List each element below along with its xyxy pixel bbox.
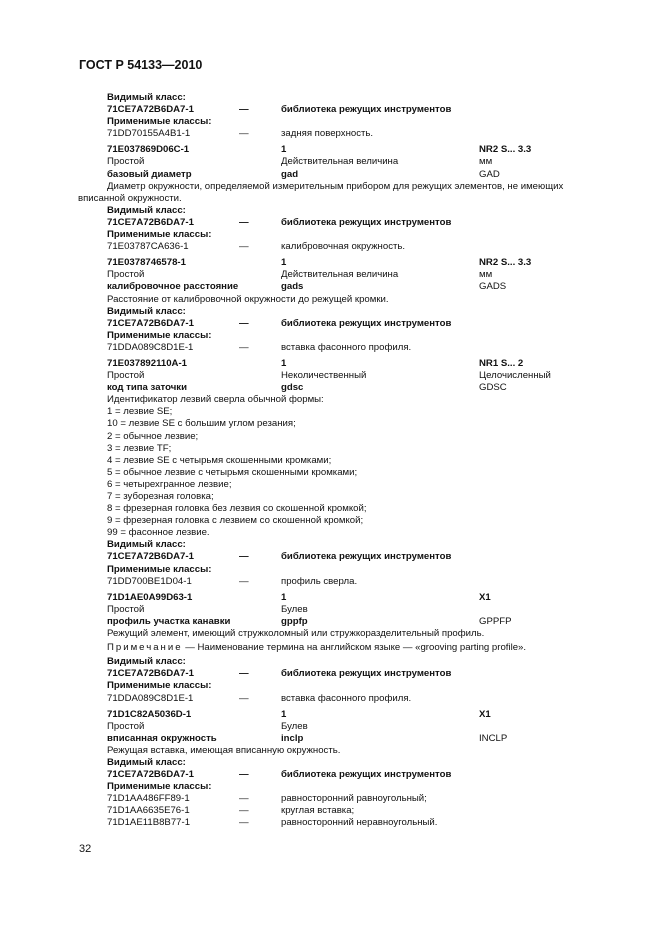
entry-format: X1 [479, 708, 491, 720]
class-code: 71DD700BE1D04-1 [107, 575, 192, 587]
visible-class-label: Видимый класс: [107, 539, 186, 551]
dash: — [239, 216, 249, 228]
note-label: Примечание [107, 642, 183, 654]
dash: — [239, 128, 249, 140]
entry-definition: Режущая вставка, имеющая вписанную окружность. [107, 744, 341, 756]
dash: — [239, 551, 249, 563]
entry-symbol: gad [281, 168, 299, 180]
class-name: вставка фасонного профиля. [281, 692, 412, 704]
entry-version: 1 [281, 257, 287, 269]
entry-format: X1 [479, 591, 491, 603]
entry-symbol: gdsc [281, 382, 304, 394]
entry-type: Простой [107, 269, 145, 281]
dash: — [239, 341, 249, 353]
entry-id: 71D1C82A5036D-1 [107, 708, 192, 720]
entry-term: код типа заточки [107, 382, 187, 394]
entry-value-type: Действительная величина [281, 269, 399, 281]
list-item: 1 = лезвие SE; [107, 406, 173, 418]
class-name: библиотека режущих инструментов [281, 769, 452, 781]
entry-format: NR1 S... 2 [479, 357, 524, 369]
class-name: калибровочная окружность. [281, 241, 406, 253]
class-name: библиотека режущих инструментов [281, 668, 452, 680]
class-code: 71D1AE11B8B77-1 [107, 817, 191, 829]
class-code: 71E03787CA636-1 [107, 241, 189, 253]
applicable-classes-label: Применимые классы: [107, 781, 212, 793]
class-code: 71CE7A72B6DA7-1 [107, 551, 194, 563]
entry-value-type: Действительная величина [281, 156, 399, 168]
dash: — [239, 805, 249, 817]
dash: — [239, 692, 249, 704]
entry-type: Простой [107, 603, 145, 615]
visible-class-label: Видимый класс: [107, 204, 186, 216]
entry-version: 1 [281, 357, 287, 369]
dash: — [239, 793, 249, 805]
entry-definition: Расстояние от калибровочной окружности до режущей кромки. [107, 293, 389, 305]
entry-symbol: gppfp [281, 615, 308, 627]
entry-version: 1 [281, 591, 287, 603]
class-name: библиотека режущих инструментов [281, 216, 452, 228]
dash: — [239, 668, 249, 680]
entry-id: 71E037892110A-1 [107, 357, 188, 369]
entry-definition: Режущий элемент, имеющий стружколомный или стружкоразделительный профиль. [107, 628, 485, 640]
dash: — [239, 104, 249, 116]
entry-code: GAD [479, 168, 500, 180]
class-code: 71DDA089C8D1E-1 [107, 341, 194, 353]
applicable-classes-label: Применимые классы: [107, 329, 212, 341]
applicable-classes-label: Применимые классы: [107, 229, 212, 241]
class-name: профиль сверла. [281, 575, 358, 587]
visible-class-label: Видимый класс: [107, 92, 186, 103]
entry-term: базовый диаметр [107, 168, 192, 180]
entry-id: 71D1AE0A99D63-1 [107, 591, 193, 603]
entry-format: NR2 S... 3.3 [479, 144, 532, 156]
list-item: 5 = обычное лезвие с четырьмя скошенными кромками; [107, 466, 358, 478]
page-number: 32 [79, 843, 92, 855]
entry-symbol: inclp [281, 732, 304, 744]
class-name: круглая вставка; [281, 805, 355, 817]
list-item: 2 = обычное лезвие; [107, 430, 199, 442]
visible-class-label: Видимый класс: [107, 756, 186, 768]
list-item: 7 = зуборезная головка; [107, 491, 214, 502]
class-name: библиотека режущих инструментов [281, 104, 452, 116]
class-name: вставка фасонного профиля. [281, 341, 412, 353]
class-name: задняя поверхность. [281, 128, 374, 140]
list-item: 3 = лезвие TF; [107, 442, 172, 454]
class-code: 71DD70155A4B1-1 [107, 128, 191, 140]
class-code: 71CE7A72B6DA7-1 [107, 668, 194, 680]
entry-type: Простой [107, 370, 145, 382]
entry-unit: Целочисленный [479, 370, 551, 382]
dash: — [239, 241, 249, 253]
entry-value-type: Булев [281, 603, 308, 615]
class-name: библиотека режущих инструментов [281, 317, 452, 329]
class-code: 71CE7A72B6DA7-1 [107, 769, 194, 781]
entry-definition: Идентификатор лезвий сверла обычной формы: [107, 394, 324, 406]
applicable-classes-label: Применимые классы: [107, 116, 212, 128]
class-code: 71DDA089C8D1E-1 [107, 692, 194, 704]
entry-unit: мм [479, 269, 493, 281]
entry-id: 71E037869D06C-1 [107, 144, 190, 156]
dash: — [239, 769, 249, 781]
content [78, 92, 597, 830]
list-item: 8 = фрезерная головка без лезвия со скошенной кромкой; [107, 503, 367, 515]
visible-class-label: Видимый класс: [107, 305, 186, 317]
class-name: библиотека режущих инструментов [281, 551, 452, 563]
entry-symbol: gads [281, 281, 304, 293]
visible-class-label: Видимый класс: [107, 656, 186, 668]
entry-code: GADS [479, 281, 507, 293]
entry-definition: Диаметр окружности, определяемой измерительным прибором для режущих элементов, не имеющих вписанной окружности. [78, 180, 564, 204]
entry-term: вписанная окружность [107, 732, 217, 744]
class-code: 71CE7A72B6DA7-1 [107, 216, 194, 228]
entry-code: GDSC [479, 382, 507, 394]
class-name: равносторонний равноугольный; [281, 793, 427, 805]
class-code: 71D1AA486FF89-1 [107, 793, 190, 805]
dash: — [239, 817, 249, 829]
document-header: ГОСТ Р 54133—2010 [79, 58, 203, 72]
class-code: 71D1AA6635E76-1 [107, 805, 190, 817]
entry-term: профиль участка канавки [107, 615, 231, 627]
list-item: 6 = четырехгранное лезвие; [107, 478, 232, 490]
entry-code: GPPFP [479, 615, 512, 627]
entry-unit: мм [479, 156, 493, 168]
entry-term: калибровочное расстояние [107, 281, 239, 293]
entry-type: Простой [107, 720, 145, 732]
list-item: 4 = лезвие SE с четырьмя скошенными кромками; [107, 454, 332, 466]
entry-id: 71E0378746578-1 [107, 257, 186, 269]
applicable-classes-label: Применимые классы: [107, 563, 212, 575]
dash: — [239, 575, 249, 587]
class-code: 71CE7A72B6DA7-1 [107, 104, 194, 116]
dash: — [239, 317, 249, 329]
entry-value-type: Неколичественный [281, 370, 367, 382]
entry-type: Простой [107, 156, 145, 168]
list-item: 99 = фасонное лезвие. [107, 527, 210, 539]
class-name: равносторонний неравноугольный. [281, 817, 438, 829]
entry-code: INCLP [479, 732, 508, 744]
list-item: 10 = лезвие SE с большим углом резания; [107, 418, 296, 430]
applicable-classes-label: Применимые классы: [107, 680, 212, 692]
entry-version: 1 [281, 144, 287, 156]
entry-version: 1 [281, 708, 287, 720]
entry-value-type: Булев [281, 720, 308, 732]
note-text: — Наименование термина на английском языке — «grooving parting profile». [182, 642, 527, 654]
list-item: 9 = фрезерная головка с лезвием со скошенной кромкой; [107, 515, 364, 527]
entry-format: NR2 S... 3.3 [479, 257, 532, 269]
class-code: 71CE7A72B6DA7-1 [107, 317, 194, 329]
